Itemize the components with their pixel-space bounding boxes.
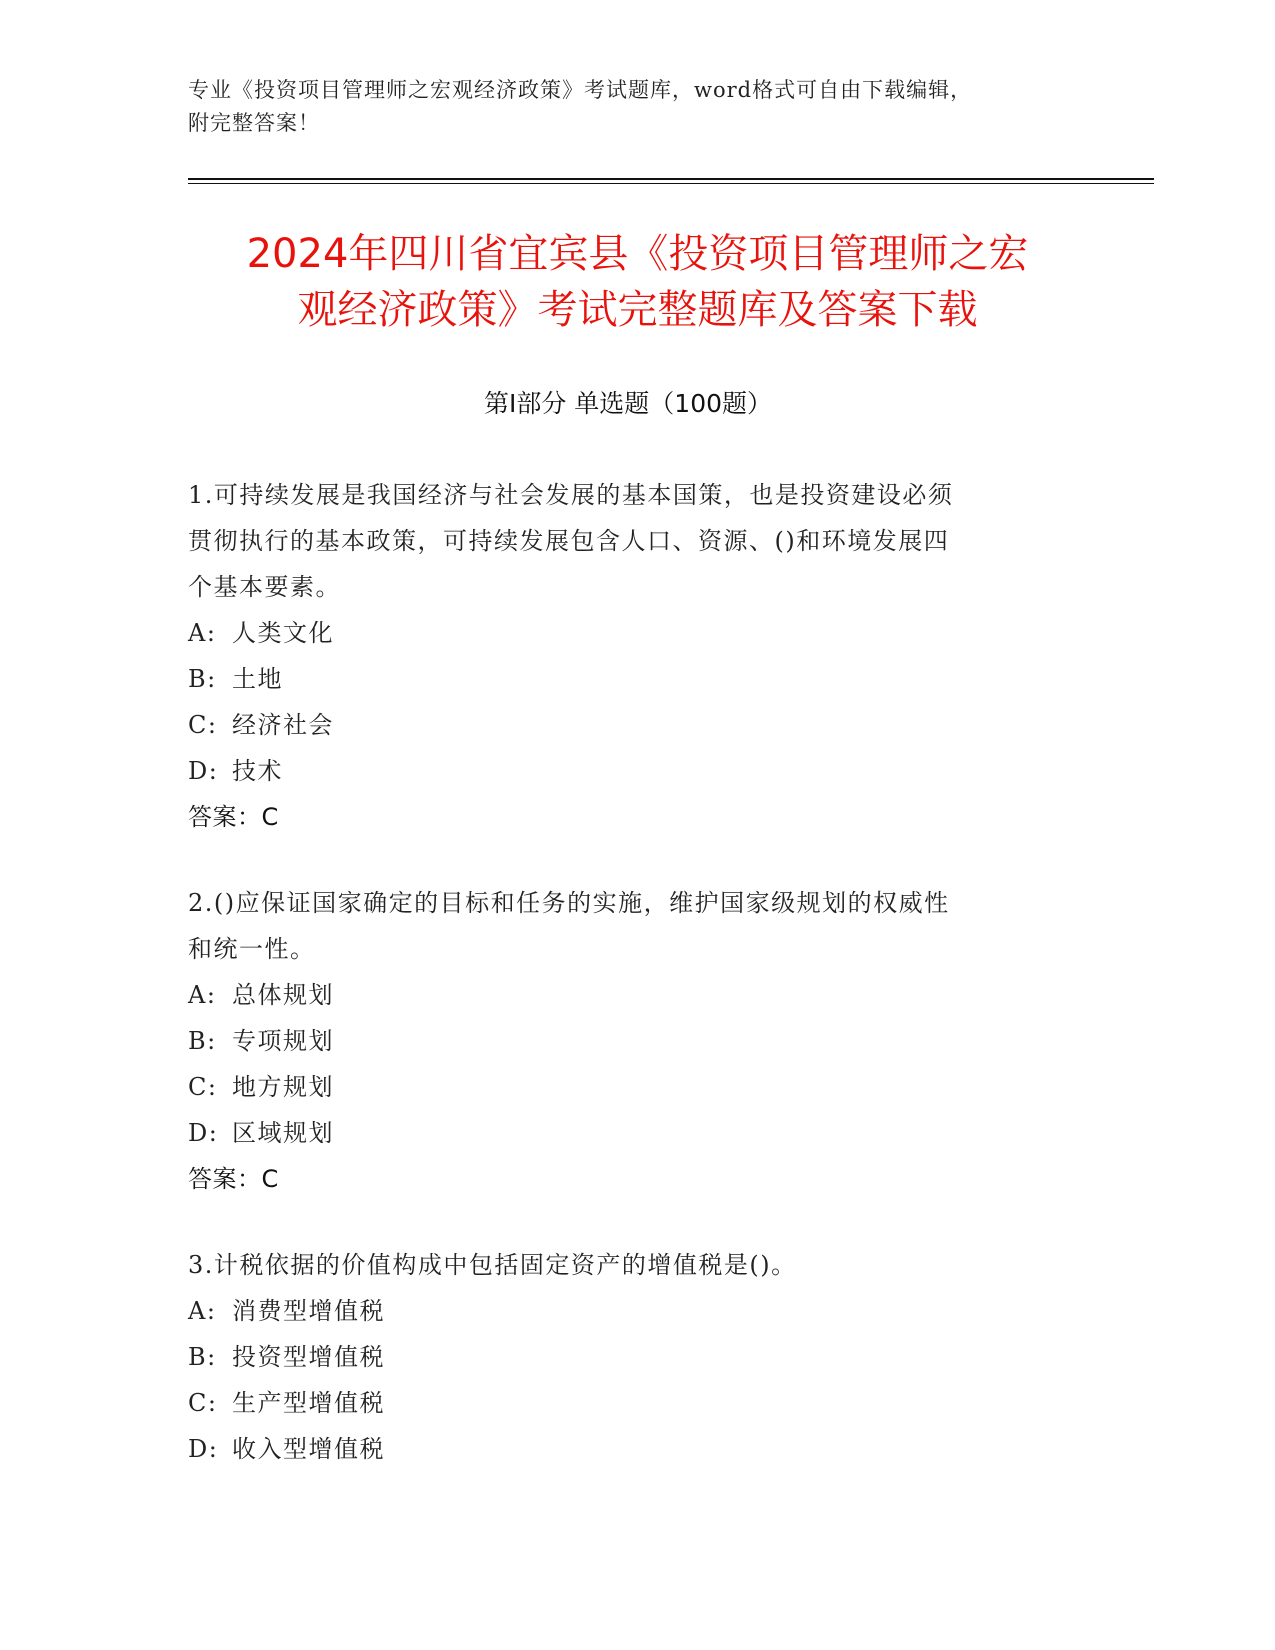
option-letter: A: <box>188 619 217 647</box>
option-text: 地方规划 <box>232 1073 334 1101</box>
option-text: 经济社会 <box>232 711 334 739</box>
option-c <box>188 702 1088 748</box>
option-d <box>188 748 1088 794</box>
question-stem-line: 和统一性。 <box>188 935 316 963</box>
option-letter: A: <box>188 1297 217 1325</box>
option-b <box>188 1334 1088 1380</box>
option-a <box>188 610 1088 656</box>
option-letter: C: <box>188 1073 218 1101</box>
header-divider-thick <box>188 178 1154 180</box>
answer-line: 答案：C <box>188 1165 279 1193</box>
option-text: 投资型增值税 <box>232 1343 385 1371</box>
option-letter: D: <box>188 1435 219 1463</box>
option-text: 消费型增值税 <box>232 1297 385 1325</box>
header-note <box>188 74 1068 140</box>
question-stem-line: 个基本要素。 <box>188 573 341 601</box>
document-title <box>120 226 1155 338</box>
option-letter: C: <box>188 711 218 739</box>
option-b <box>188 656 1088 702</box>
question-stem-line: 1.可持续发展是我国经济与社会发展的基本国策，也是投资建设必须 <box>188 481 954 509</box>
option-letter: C: <box>188 1389 218 1417</box>
document-title-line: 2024年四川省宜宾县《投资项目管理师之宏 <box>246 231 1029 277</box>
option-c <box>188 1064 1088 1110</box>
document-title-line: 观经济政策》考试完整题库及答案下载 <box>297 287 978 333</box>
option-text: 人类文化 <box>232 619 334 647</box>
section-heading: 第Ⅰ部分 单选题（100题） <box>483 389 773 418</box>
option-letter: A: <box>188 981 217 1009</box>
question-stem-line: 3.计税依据的价值构成中包括固定资产的增值税是()。 <box>188 1251 797 1279</box>
question-2 <box>188 880 1088 1202</box>
header-note-line: 专业《投资项目管理师之宏观经济政策》考试题库，word格式可自由下载编辑， <box>188 78 973 102</box>
option-d <box>188 1110 1088 1156</box>
answer-line: 答案：C <box>188 803 279 831</box>
question-1 <box>188 472 1088 840</box>
option-letter: D: <box>188 1119 219 1147</box>
option-text: 生产型增值税 <box>232 1389 385 1417</box>
option-text: 收入型增值税 <box>232 1435 385 1463</box>
question-stem-line: 贯彻执行的基本政策，可持续发展包含人口、资源、()和环境发展四 <box>188 527 950 555</box>
option-letter: D: <box>188 757 219 785</box>
option-letter: B: <box>188 1027 217 1055</box>
question-3 <box>188 1242 1088 1472</box>
option-d <box>188 1426 1088 1472</box>
option-text: 土地 <box>232 665 283 693</box>
option-letter: B: <box>188 665 217 693</box>
option-text: 技术 <box>232 757 283 785</box>
option-letter: B: <box>188 1343 217 1371</box>
option-c <box>188 1380 1088 1426</box>
option-a <box>188 1288 1088 1334</box>
header-note-line: 附完整答案！ <box>188 111 320 135</box>
option-text: 总体规划 <box>232 981 334 1009</box>
option-text: 专项规划 <box>232 1027 334 1055</box>
option-text: 区域规划 <box>232 1119 334 1147</box>
option-a <box>188 972 1088 1018</box>
header-divider-thin <box>188 183 1154 184</box>
option-b <box>188 1018 1088 1064</box>
question-stem-line: 2.()应保证国家确定的目标和任务的实施，维护国家级规划的权威性 <box>188 889 950 917</box>
